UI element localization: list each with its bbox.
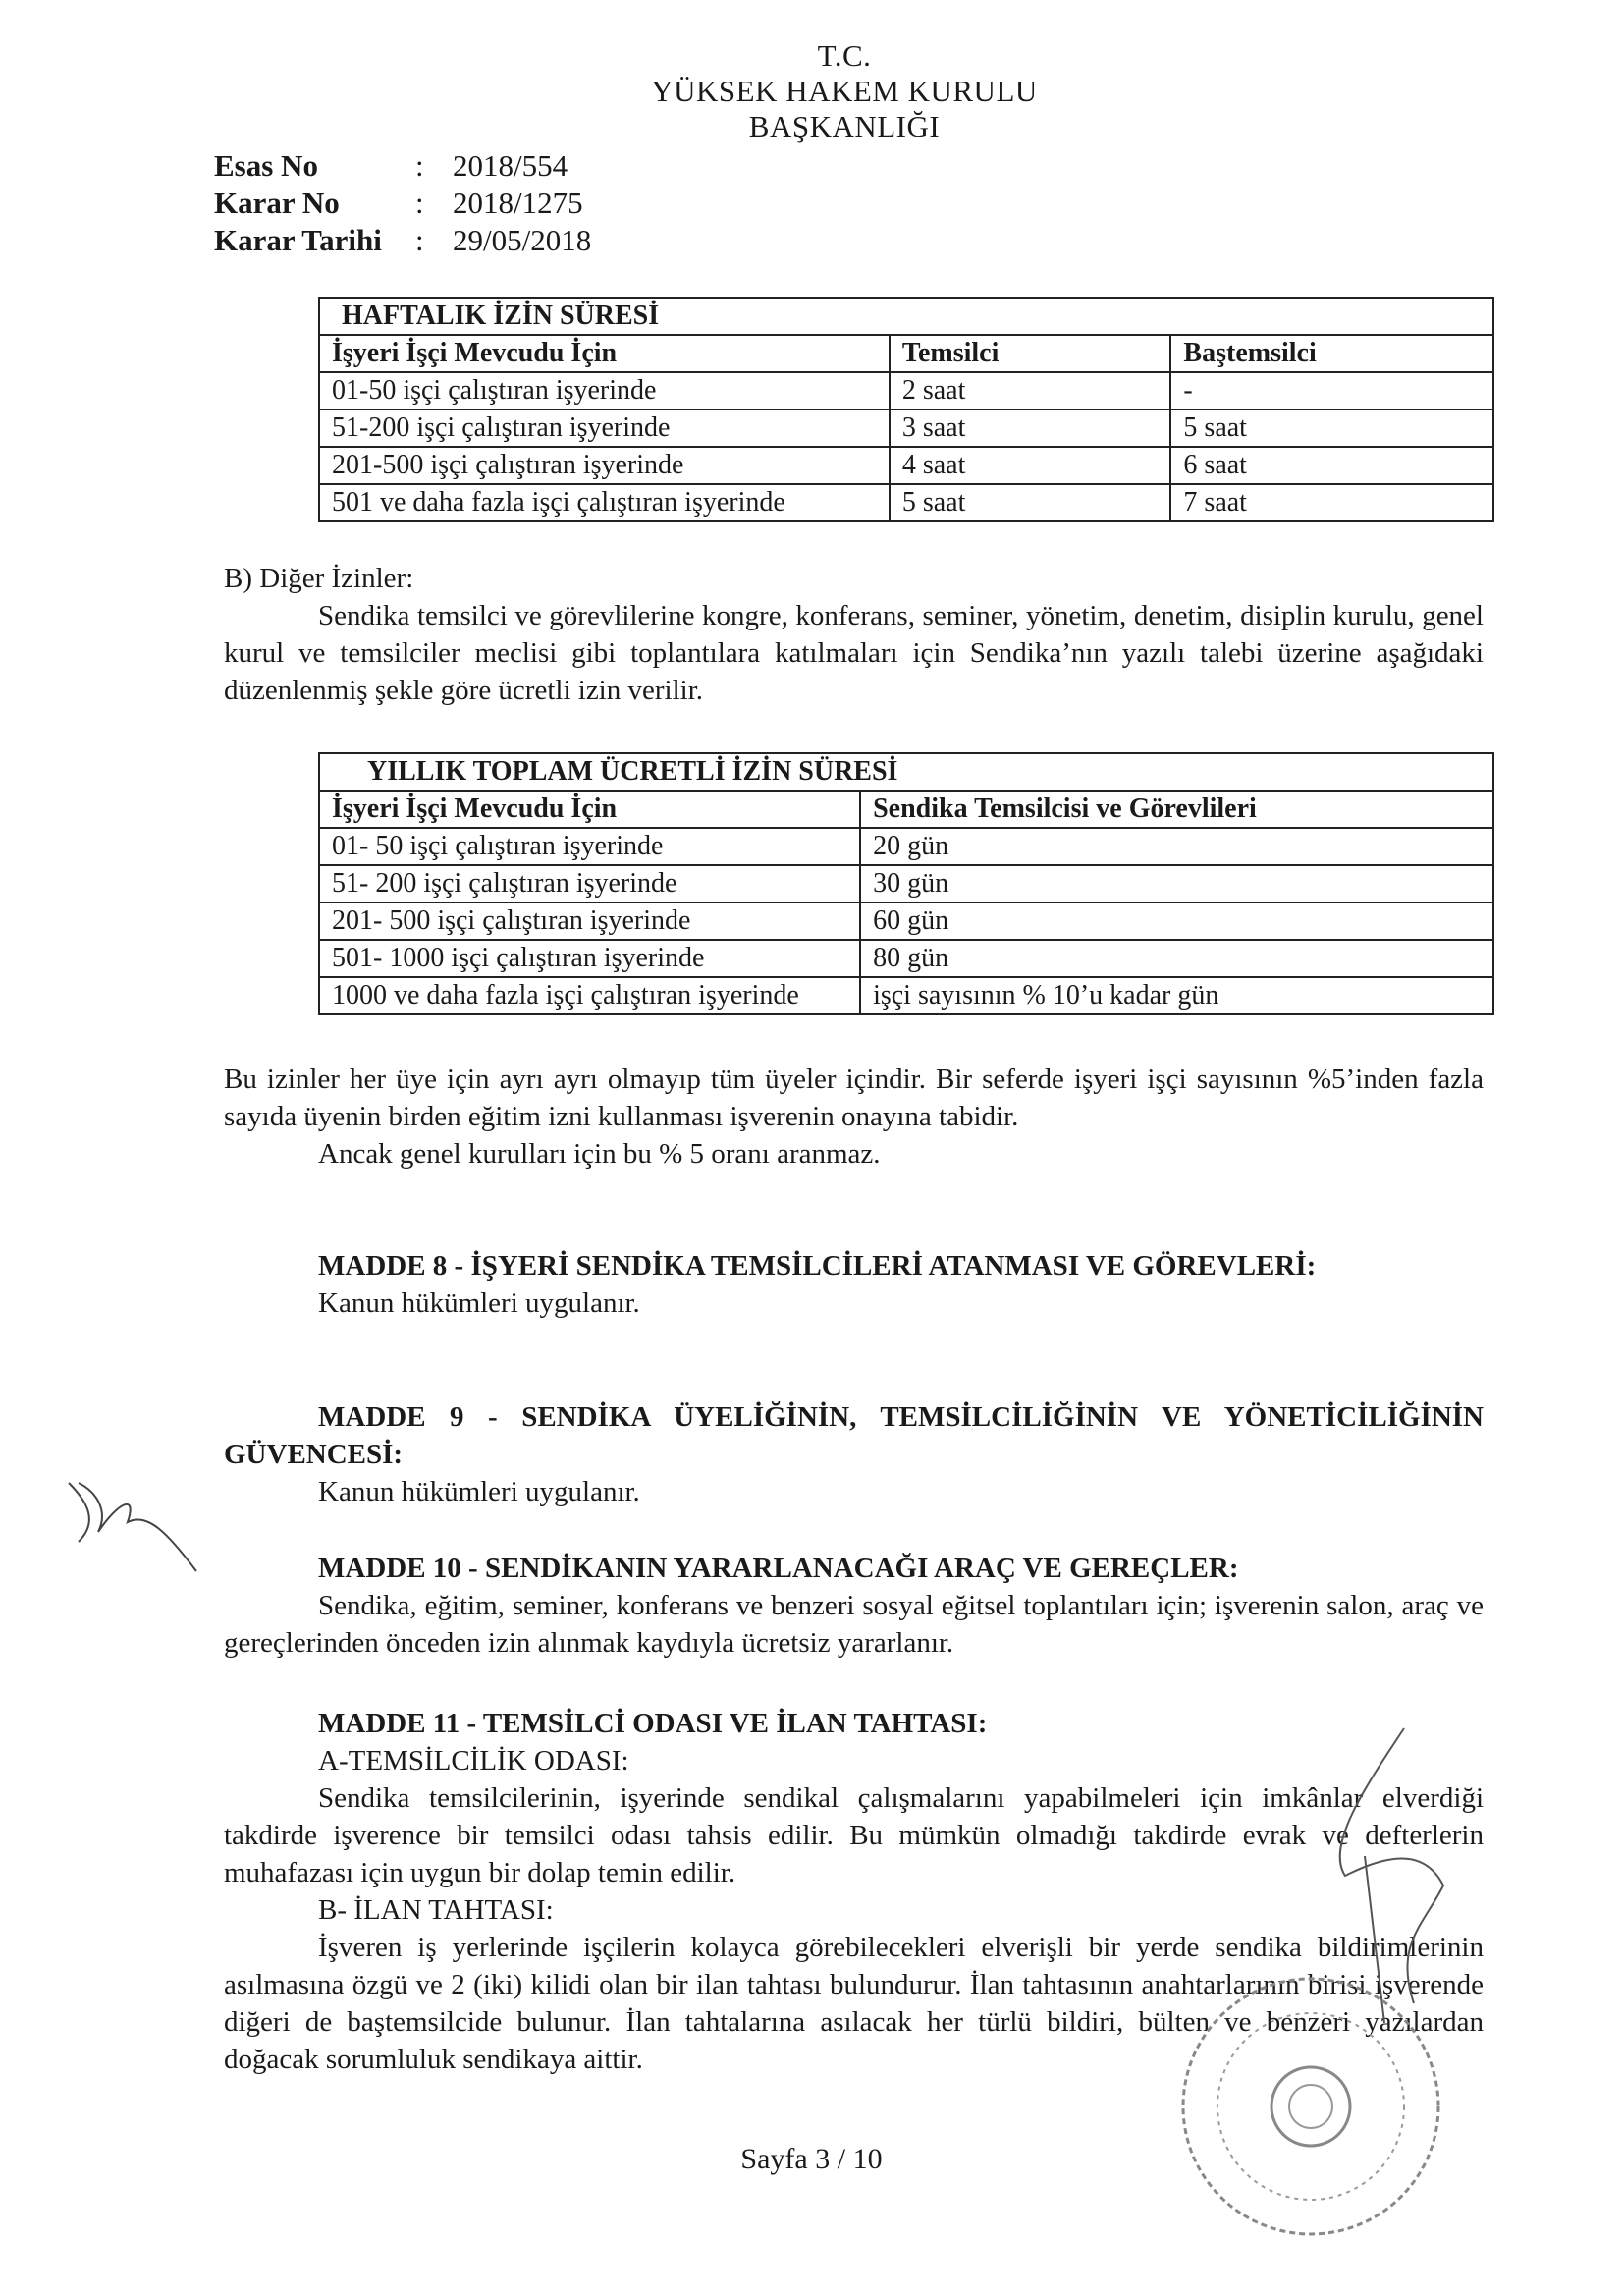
table-cell: - [1170,372,1493,410]
madde-10-title: MADDE 10 - SENDİKANIN YARARLANACAĞI ARAÇ VE GEREÇLER: [318,1553,1239,1584]
meta-value: 2018/1275 [453,186,583,220]
table-cell: işçi sayısının % 10’u kadar gün [860,977,1493,1014]
weekly-leave-table [318,297,1494,522]
madde-9 [224,1398,1484,1510]
madde-11-text-a: Sendika temsilcilerinin, işyerinde sendikal çalışmalarını yapabilmeleri için imkânlar elverdiği takdirde işverence bir temsilci odası tahsis edilir. Bu mümkün olmadığı takdirde evrak ve defterlerin muhafazası için uygun bir dolap temin edilir. [224,1782,1484,1888]
madde-9-title: MADDE 9 - SENDİKA ÜYELİĞİNİN, TEMSİLCİLİĞİNİN VE YÖNETİCİLİĞİNİN GÜVENCESİ: [224,1401,1484,1470]
madde-11-title: MADDE 11 - TEMSİLCİ ODASI VE İLAN TAHTASI: [318,1708,988,1739]
table-cell: 4 saat [890,447,1171,484]
table-cell: 01- 50 işçi çalıştıran işyerinde [319,828,860,865]
meta-row-karar [214,185,591,222]
official-seal [1168,1964,1453,2249]
madde-11-sub-b: B- İLAN TAHTASI: [318,1894,554,1926]
table-title: YILLIK TOPLAM ÜCRETLİ İZİN SÜRESİ [319,753,1493,791]
table-cell: 3 saat [890,410,1171,447]
header-line-authority: YÜKSEK HAKEM KURULU [651,74,1038,108]
table-row [319,977,1493,1014]
table-cell: 2 saat [890,372,1171,410]
madde-10-text: Sendika, eğitim, seminer, konferans ve benzeri sosyal eğitsel toplantıları için; işverenin salon, araç ve gereçlerinden önceden izin alınmak kaydıyla ücretsiz yararlanır. [224,1590,1484,1659]
meta-key: Karar Tarihi [214,223,382,257]
madde-9-text: Kanun hükümleri uygulanır. [318,1476,640,1507]
meta-sep: : [415,148,424,183]
section-b-text: Sendika temsilci ve görevlilerine kongre, konferans, seminer, yönetim, denetim, disiplin kurulu, genel kurul ve temsilciler meclisi gibi toplantılara katılmaları için Sendika’nın yazılı talebi üzerine aşağıdaki düzenlenmiş şekle göre ücretli izin verilir. [224,600,1484,706]
section-b [224,560,1484,709]
table-cell: 7 saat [1170,484,1493,521]
table-cell: 60 gün [860,902,1493,940]
table-title-row [319,298,1493,335]
table-cell: 01-50 işçi çalıştıran işyerinde [319,372,890,410]
meta-key: Karar No [214,186,340,220]
meta-row-esas [214,147,591,185]
table-header-row [319,335,1493,372]
table-header-cell: Sendika Temsilcisi ve Görevlileri [860,791,1493,828]
table-header-row [319,791,1493,828]
table-cell: 201-500 işçi çalıştıran işyerinde [319,447,890,484]
meta-value: 2018/554 [453,148,568,183]
table-cell: 51-200 işçi çalıştıran işyerinde [319,410,890,447]
meta-sep: : [415,186,424,220]
case-metadata [214,147,591,259]
meta-key: Esas No [214,148,318,183]
table-cell: 1000 ve daha fazla işçi çalıştıran işyerinde [319,977,860,1014]
madde-8-text: Kanun hükümleri uygulanır. [318,1287,640,1319]
leave-note: Bu izinler her üye için ayrı ayrı olmayıp tüm üyeler içindir. Bir seferde işyeri işçi sayısının %5’inden fazla sayıda üyenin birden eğitim izni kullanması işverenin onayına tabidir. [224,1064,1484,1132]
table-cell: 20 gün [860,828,1493,865]
table-row [319,372,1493,410]
table-header-cell: Temsilci [890,335,1171,372]
madde-8-title: MADDE 8 - İŞYERİ SENDİKA TEMSİLCİLERİ ATANMASI VE GÖREVLERİ: [318,1250,1317,1282]
table-cell: 30 gün [860,865,1493,902]
table-row [319,828,1493,865]
table-title: HAFTALIK İZİN SÜRESİ [319,298,1493,335]
after-table-text [224,1061,1484,1173]
header-line-presidency: BAŞKANLIĞI [748,109,941,143]
table-cell: 80 gün [860,940,1493,977]
leave-exception: Ancak genel kurulları için bu % 5 oranı aranmaz. [318,1138,881,1170]
table-row [319,865,1493,902]
madde-8 [224,1247,1484,1322]
madde-10 [224,1550,1484,1662]
section-b-title: B) Diğer İzinler: [224,563,414,594]
table-title-row [319,753,1493,791]
meta-sep: : [415,223,424,257]
table-header-cell: İşyeri İşçi Mevcudu İçin [319,335,890,372]
madde-11-text-b: İşveren iş yerlerinde işçilerin kolayca görebilecekleri elverişli bir yerde sendika bildirimlerinin asılmasına özgü ve 2 (iki) kilidi olan bir ilan tahtası bulundurur. İlan tahtasının anahtarlarının birisi işverende diğeri de baştemsilcide bulunur. İlan tahtalarına asılacak her türlü bildiri, bülten ve benzeri yazılardan doğacak sorumluluk sendikaya aittir. [224,1932,1484,2075]
table-header-cell: Baştemsilci [1170,335,1493,372]
table-row [319,410,1493,447]
table-row [319,484,1493,521]
table-cell: 6 saat [1170,447,1493,484]
table-cell: 501 ve daha fazla işçi çalıştıran işyerinde [319,484,890,521]
table-row [319,447,1493,484]
madde-11-sub-a: A-TEMSİLCİLİK ODASI: [318,1745,629,1777]
table-cell: 5 saat [890,484,1171,521]
meta-value: 29/05/2018 [453,223,592,257]
signature-mark [59,1463,206,1581]
table-cell: 5 saat [1170,410,1493,447]
header-line-tc: T.C. [817,38,872,73]
annual-leave-table [318,752,1494,1015]
meta-row-date [214,222,591,259]
table-cell: 501- 1000 işçi çalıştıran işyerinde [319,940,860,977]
table-header-cell: İşyeri İşçi Mevcudu İçin [319,791,860,828]
table-row [319,940,1493,977]
table-cell: 201- 500 işçi çalıştıran işyerinde [319,902,860,940]
table-row [319,902,1493,940]
page-number: Sayfa 3 / 10 [740,2143,883,2175]
table-cell: 51- 200 işçi çalıştıran işyerinde [319,865,860,902]
